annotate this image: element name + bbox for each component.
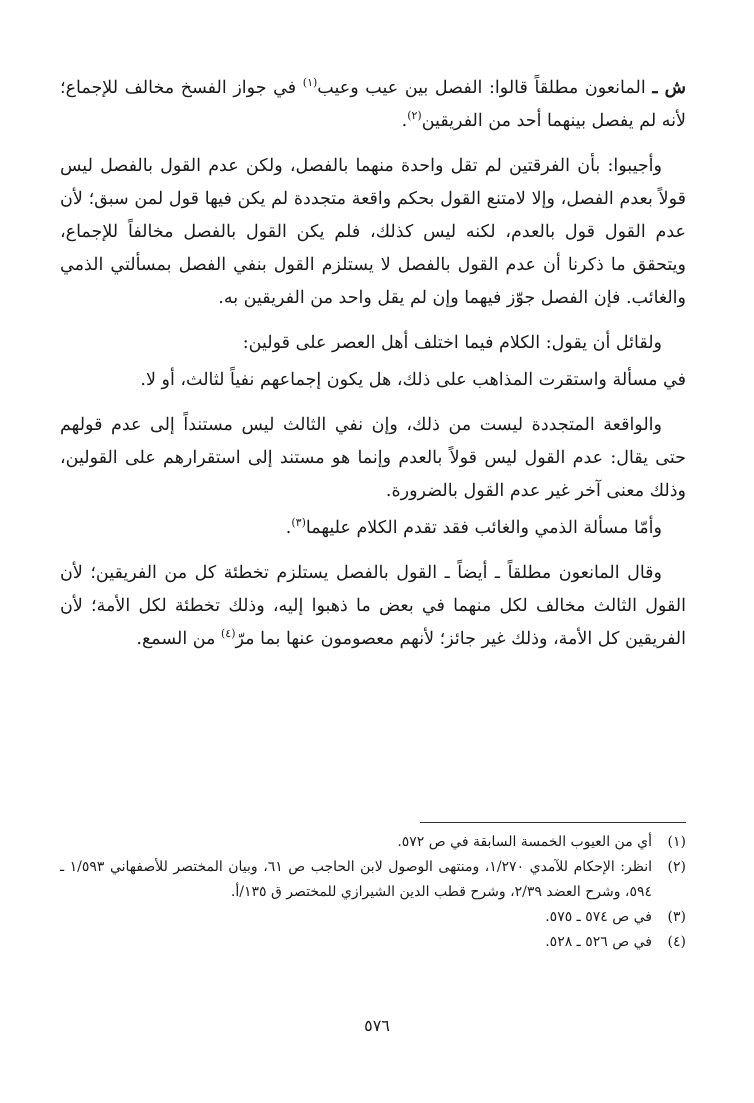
footnote-ref-1[interactable]: (١) (302, 76, 318, 90)
paragraph-6-text-b: . (285, 518, 292, 538)
paragraph-7 (60, 557, 686, 656)
paragraph-6-text-a: وأمّا مسألة الذمي والغائب فقد تقدم الكلام عليهما (305, 518, 662, 538)
paragraph-2: وأجيبوا: بأن الفرقتين لم تقل واحدة منهما بالفصل، ولكن عدم القول بالفصل ليس قولاً بعدم الفصل، وإلا لامتنع القول بحكم واقعة متجددة لم يكن فيها قول لمن سبق؛ لأن عدم القول قول بالعدم، لكنه ليس كذلك، فلم يكن القول بالفصل مخالفاً للإجماع، ويتحقق ما ذكرنا أن عدم القول بالفصل لا يستلزم القول بنفي الفصل بمسألتي الذمي والغائب. فإن الفصل جوّز فيهما وإن لم يقل واحد من الفريقين به. (60, 156, 686, 308)
footnote-number: (١) (667, 834, 686, 850)
footnote-ref-4[interactable]: (٤) (221, 627, 236, 641)
main-text (60, 72, 686, 668)
footnote-ref-2[interactable]: (٢) (407, 109, 422, 123)
paragraph-3: ولقائل أن يقول: الكلام فيما اختلف أهل العصر على قولين: (242, 333, 662, 353)
paragraph-1-text-a: المانعون مطلقاً قالوا: الفصل بين عيب وعيب (317, 78, 653, 98)
paragraph-6 (60, 512, 686, 545)
paragraph-1-text-b: في جواز الفسخ مخالف للإجماع؛ لأنه لم يفصل بينهما أحد من الفريقين (60, 78, 686, 131)
footnote-text: في ص ٥٢٦ ـ ٥٢٨. (545, 934, 652, 950)
paragraph-1 (60, 72, 686, 138)
paragraph-7-text-b: من السمع. (136, 629, 221, 649)
page-number: ٥٧٦ (364, 1016, 390, 1035)
footnote-ref-3[interactable]: (٣) (291, 516, 306, 530)
footnote-separator (420, 822, 686, 823)
paragraph-4: في مسألة واستقرت المذاهب على ذلك، هل يكون إجماعهم نفياً لثالث، أو لا. (140, 370, 686, 390)
footnote-text: في ص ٥٧٤ ـ ٥٧٥. (545, 909, 652, 925)
footnote-number: (٣) (667, 909, 686, 925)
paragraph-5: والواقعة المتجددة ليست من ذلك، وإن نفي الثالث ليس مستنداً إلى عدم قولهم حتى يقال: عدم القول ليس قولاً بالعدم وإنما هو مستند إلى استقرارهم على القولين، وذلك معنى آخر غير عدم القول بالضرورة. (60, 415, 686, 501)
paragraph-7-text-a: وقال المانعون مطلقاً ـ أيضاً ـ القول بالفصل يستلزم تخطئة كل من الفريقين؛ لأن القول الثالث مخالف لكل منهما في بعض ما ذهبوا إليه، وذلك تخطئة لكل الأمة؛ لأن الفريقين كل الأمة، وذلك غير جائز؛ لأنهم معصومون عنها بما مرّ (60, 563, 686, 649)
sharh-marker: ش ـ (652, 78, 686, 98)
footnote-text: أي من العيوب الخمسة السابقة في ص ٥٧٢. (397, 834, 652, 850)
footnote-item (60, 855, 686, 905)
footnote-item (60, 905, 686, 930)
footnote-item (60, 830, 686, 855)
paragraph-1-text-c: . (401, 111, 408, 131)
footnotes (60, 830, 686, 955)
footnote-number: (٤) (667, 934, 686, 950)
footnote-item (60, 930, 686, 955)
footnote-number: (٢) (667, 859, 686, 875)
footnote-text: انظر: الإحكام للآمدي ١/٢٧٠، ومنتهى الوصول لابن الحاجب ص ٦١، وبيان المختصر للأصفهاني ١/٥٩٣ ـ ٥٩٤، وشرح العضد ٢/٣٩، وشرح قطب الدين الشيرازي للمختصر ق ١٣٥/أ. (60, 859, 652, 900)
